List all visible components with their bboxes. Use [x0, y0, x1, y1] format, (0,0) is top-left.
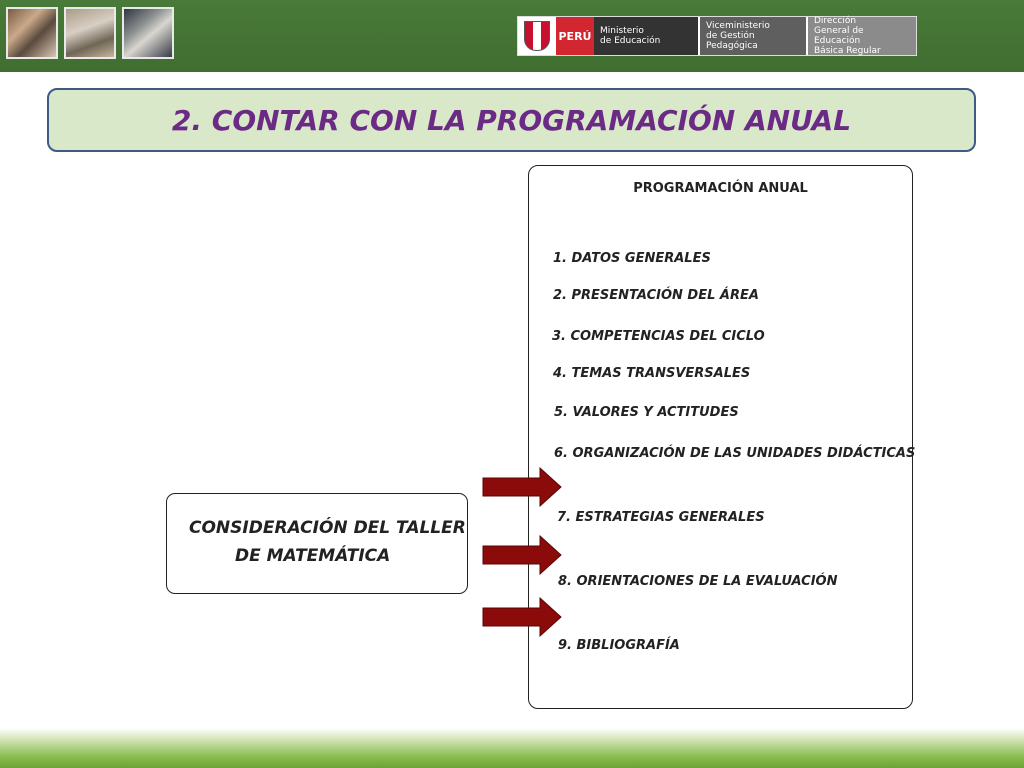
ministry-line: de Educación	[600, 36, 661, 46]
direction-line: Básica Regular	[814, 46, 881, 56]
viceministry-line: de Gestión Pedagógica	[706, 31, 758, 51]
taller-line: CONSIDERACIÓN DEL TALLER	[189, 518, 466, 538]
arrow-right-icon	[482, 597, 562, 637]
program-item: 2. PRESENTACIÓN DEL ÁREA	[553, 288, 759, 303]
program-item: 7. ESTRATEGIAS GENERALES	[557, 510, 765, 525]
program-item: 6. ORGANIZACIÓN DE LAS UNIDADES DIDÁCTICAS	[554, 446, 916, 461]
photo-students	[122, 7, 174, 59]
program-item: 3. COMPETENCIAS DEL CICLO	[552, 329, 765, 344]
program-item: 9. BIBLIOGRAFÍA	[558, 638, 680, 653]
program-item: 4. TEMAS TRANSVERSALES	[553, 366, 751, 381]
program-item: 8. ORIENTACIONES DE LA EVALUACIÓN	[558, 574, 838, 589]
taller-box	[166, 493, 468, 594]
header-band	[0, 0, 1024, 72]
direction-line: General de Educación	[814, 26, 864, 46]
direction-line: Dirección	[814, 16, 857, 26]
photo-children-1	[6, 7, 58, 59]
taller-label	[189, 514, 466, 570]
title-banner	[47, 88, 976, 152]
program-box	[528, 165, 916, 709]
arrow-right-icon	[482, 535, 562, 575]
ministry-block	[594, 17, 698, 55]
program-item: 5. VALORES Y ACTITUDES	[554, 405, 739, 420]
arrow-right-icon	[482, 467, 562, 507]
header-photos	[6, 7, 174, 59]
ministry-logo	[517, 16, 917, 56]
program-item: 1. DATOS GENERALES	[553, 251, 711, 266]
photo-classroom	[64, 7, 116, 59]
ministry-line: Ministerio	[600, 26, 644, 36]
program-title: PROGRAMACIÓN ANUAL	[633, 181, 808, 196]
direction-block	[808, 17, 916, 55]
viceministry-block	[700, 17, 806, 55]
footer-band	[0, 728, 1024, 768]
taller-line: DE MATEMÁTICA	[235, 546, 391, 566]
slide-title: 2. CONTAR CON LA PROGRAMACIÓN ANUAL	[171, 103, 852, 137]
peru-label: PERÚ	[556, 17, 594, 55]
coat-of-arms-icon	[518, 17, 556, 55]
viceministry-line: Viceministerio	[706, 21, 770, 31]
